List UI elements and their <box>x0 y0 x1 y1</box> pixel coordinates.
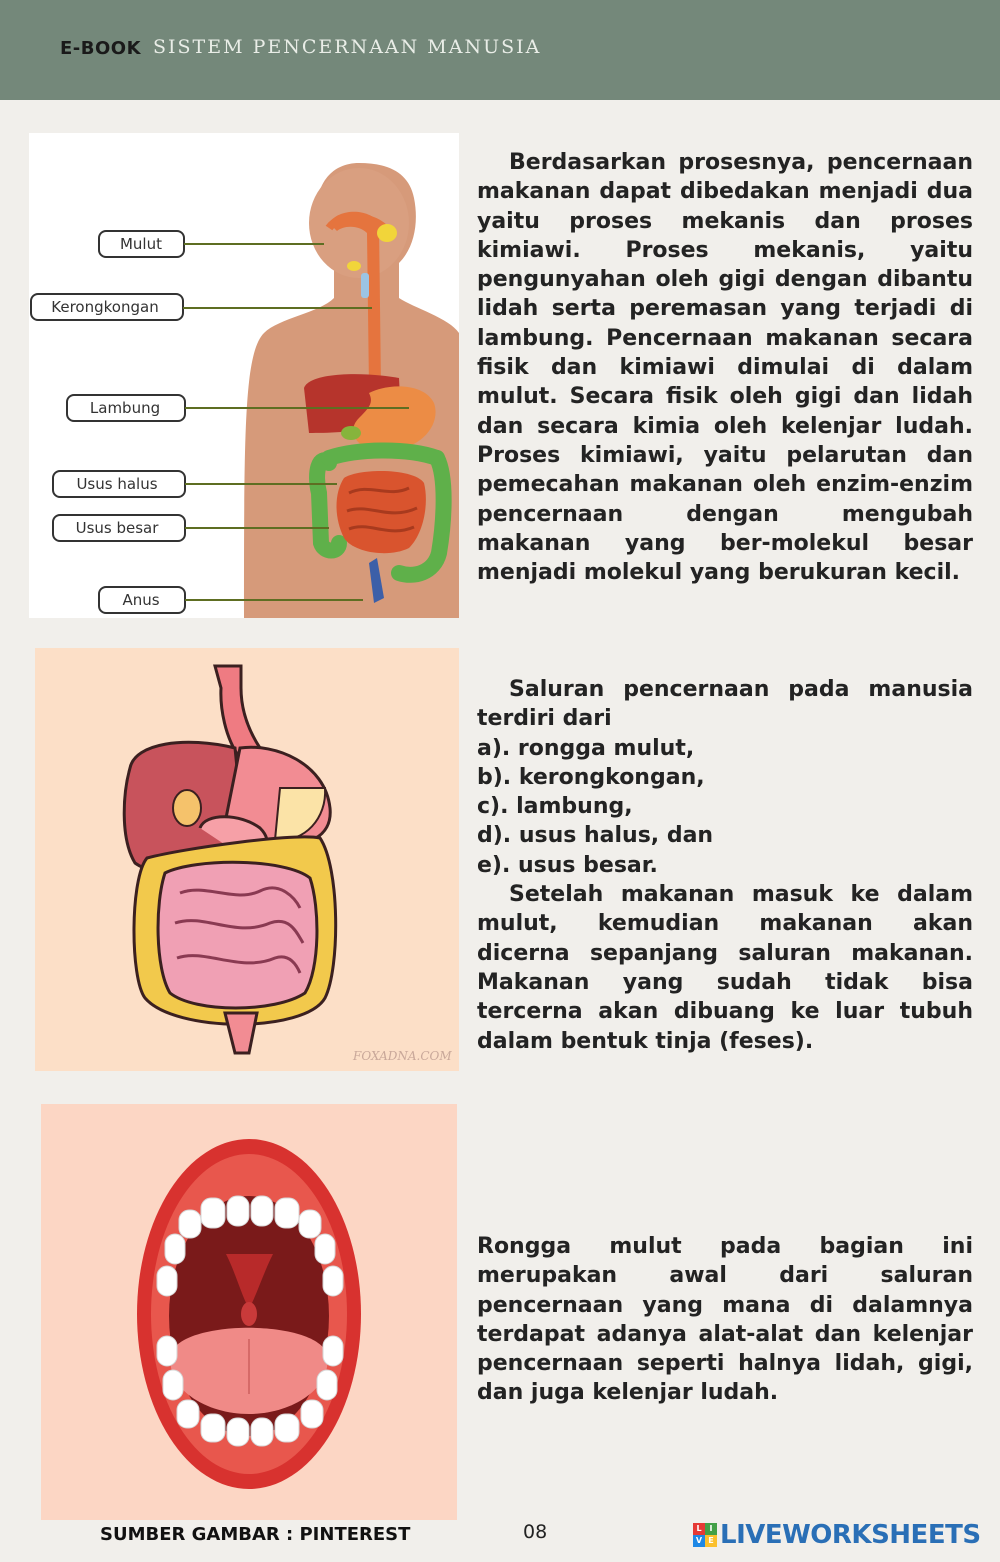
paragraph-after-eating: Setelah makanan masuk ke dalam mulut, kemudian makanan akan dicerna sepanjang saluran makanan. Makanan yang sudah tidak bisa tercerna akan dibuang ke luar tubuh dalam bentuk tinja (feses). <box>477 882 973 1054</box>
label-lambung: Lambung <box>89 399 161 417</box>
liveworksheets-brand[interactable] <box>693 1520 981 1550</box>
image-source-credit: SUMBER GAMBAR : PINTEREST <box>100 1524 411 1545</box>
list-item: e). usus besar. <box>477 852 658 878</box>
paragraph-tract-intro: Saluran pencernaan pada manusia terdiri dari <box>477 677 973 732</box>
open-mouth-illustration <box>41 1104 457 1520</box>
label-kerongkongan: Kerongkongan <box>51 298 159 316</box>
list-item: d). usus halus, dan <box>477 823 714 849</box>
page-number: 08 <box>523 1521 548 1543</box>
section-digestive-tract <box>477 675 973 1056</box>
digestive-system-diagram <box>29 133 459 618</box>
page-header <box>0 0 1000 100</box>
watermark-text: FOXADNA.COM <box>353 1049 452 1063</box>
label-usus-besar: Usus besar <box>75 519 159 537</box>
liveworksheets-logo-icon: L I V E <box>693 1523 717 1547</box>
list-item: c). lambung, <box>477 794 633 820</box>
section-digestion-process <box>477 148 973 587</box>
ebook-title: SISTEM PENCERNAAN MANUSIA <box>153 36 542 58</box>
brand-name: LIVEWORKSHEETS <box>720 1520 981 1550</box>
ebook-tag: E-BOOK <box>60 38 142 59</box>
label-anus: Anus <box>122 591 160 609</box>
label-usus-halus: Usus halus <box>76 475 158 493</box>
list-item: b). kerongkongan, <box>477 764 705 790</box>
digestive-organs-illustration <box>35 648 459 1071</box>
paragraph-oral-cavity: Rongga mulut pada bagian ini merupakan awal dari saluran pencernaan yang mana di dalamnya terdapat adanya alat-alat dan kelenjar pencernaan seperti halnya lidah, gigi, dan juga kelenjar ludah. <box>477 1234 973 1406</box>
section-oral-cavity <box>477 1232 973 1408</box>
label-mulut: Mulut <box>119 235 163 253</box>
paragraph-digestion-process: Berdasarkan prosesnya, pencernaan makanan dapat dibedakan menjadi dua yaitu proses mekanis dan proses kimiawi. Proses mekanis, yaitu pengunyahan oleh gigi dengan dibantu lidah serta peremasan yang terjadi di lambung. Pencernaan makanan secara fisik dan kimiawi dimulai di dalam mulut. Secara fisik oleh gigi dan lidah dan secara kimia oleh kelenjar ludah. Proses kimiawi, yaitu pelarutan dan pemecahan makanan oleh enzim-enzim pencernaan dengan mengubah makanan yang ber-molekul besar menjadi molekul yang berukuran kecil. <box>477 150 973 586</box>
list-item: a). rongga mulut, <box>477 735 695 761</box>
